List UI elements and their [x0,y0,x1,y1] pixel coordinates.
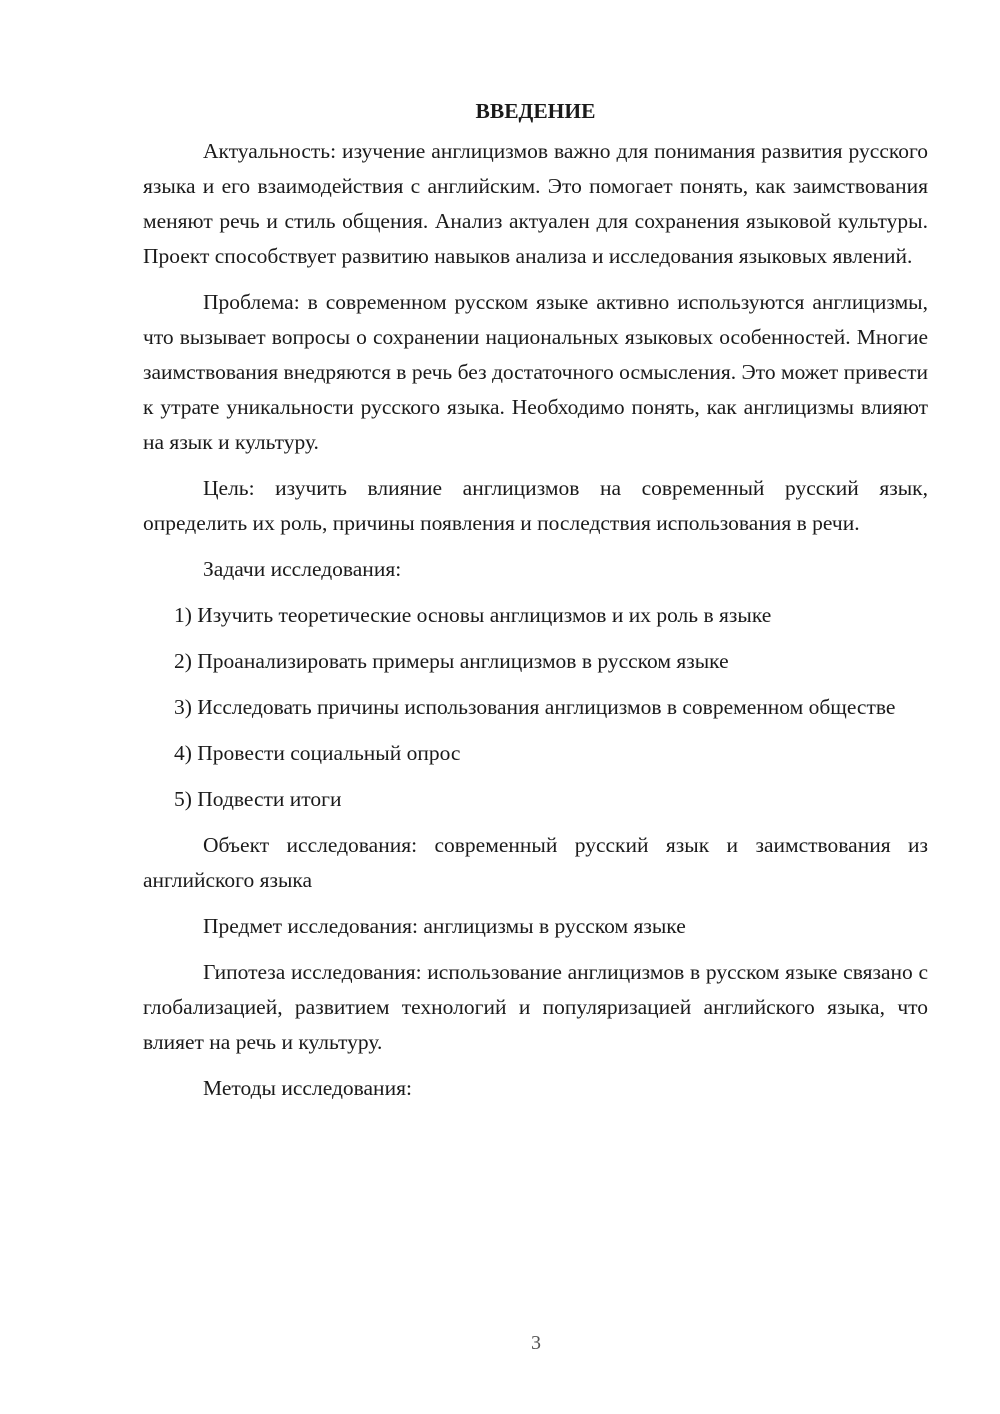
section-title: ВВЕДЕНИЕ [475,99,596,123]
paragraph-goal: Цель: изучить влияние англицизмов на современный русский язык, определить их роль, причины появления и последствия использования в речи. [143,476,928,535]
task-item: 3) Исследовать причины использования англицизмов в современном обществе [174,695,896,719]
paragraph-problem: Проблема: в современном русском языке активно используются англицизмы, что вызывает вопросы о сохранении национальных языковых особенностей. Многие заимствования внедряются в речь без достаточного осмысления. Это может привести к утрате уникальности русского языка. Необходимо понять, как англицизмы влияют на язык и культуру. [143,290,928,454]
paragraph-subject: Предмет исследования: англицизмы в русском языке [203,914,686,938]
page-number: 3 [531,1332,541,1354]
paragraph-object: Объект исследования: современный русский язык и заимствования из английского языка [143,833,928,892]
task-item: 5) Подвести итоги [174,787,342,811]
paragraph-methods: Методы исследования: [203,1076,412,1100]
paragraph-hypothesis: Гипотеза исследования: использование англицизмов в русском языке связано с глобализацией, развитием технологий и популяризацией английского языка, что влияет на речь и культуру. [143,960,928,1054]
document-page [143,96,928,1117]
paragraph-tasks-heading: Задачи исследования: [203,557,402,581]
task-item: 2) Проанализировать примеры англицизмов в русском языке [174,649,729,673]
task-item: 1) Изучить теоретические основы англицизмов и их роль в языке [174,603,772,627]
task-item: 4) Провести социальный опрос [174,741,461,765]
paragraph-relevance: Актуальность: изучение англицизмов важно для понимания развития русского языка и его взаимодействия с английским. Это помогает понять, как заимствования меняют речь и стиль общения. Анализ актуален для сохранения языковой культуры. Проект способствует развитию навыков анализа и исследования языковых явлений. [143,139,928,268]
